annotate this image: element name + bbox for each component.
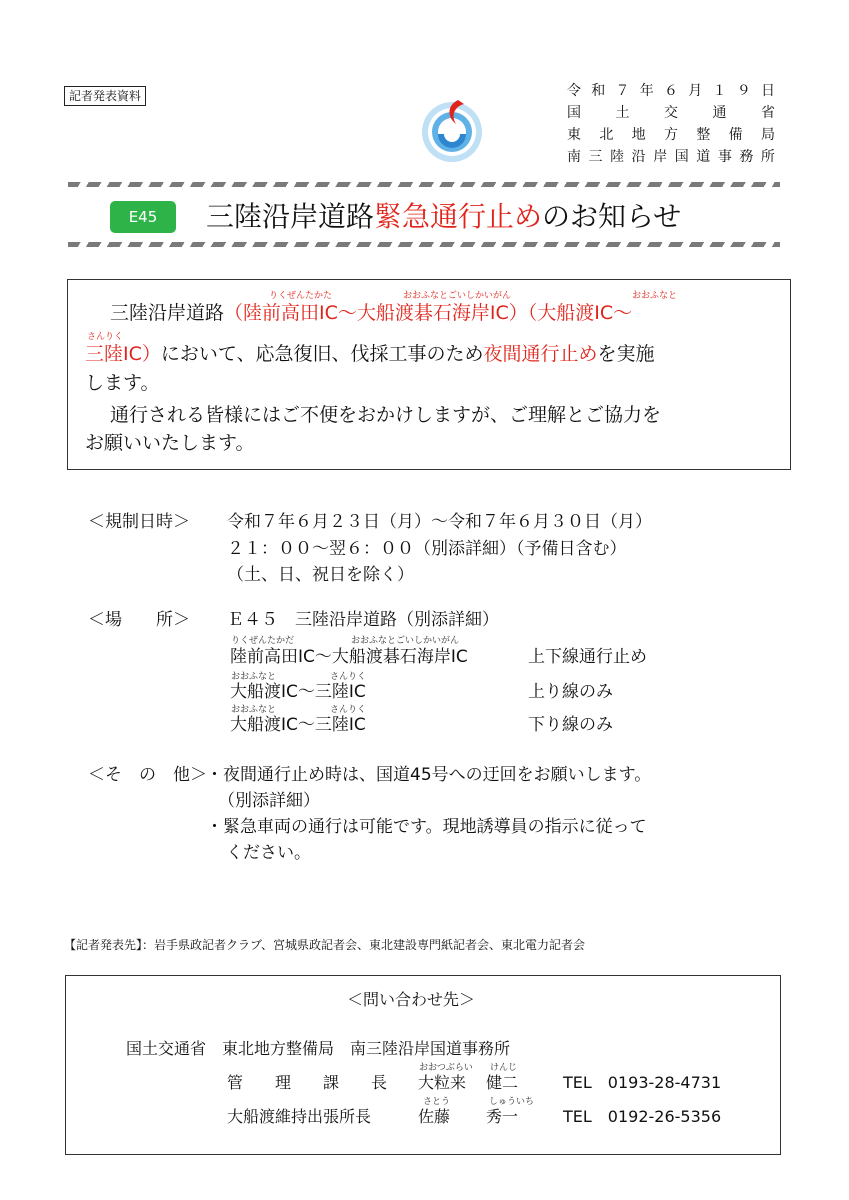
- other-label: ＜そ の 他＞: [88, 765, 207, 785]
- schedule-label: ＜規制日時＞: [88, 512, 190, 532]
- location-section-2: 大船渡IC～三陸IC: [230, 682, 366, 702]
- furigana: おおふなとごいしかいがん: [403, 291, 512, 301]
- notice-line-4: 通行される皆様にはご不便をおかけしますが、ご理解とご協力を: [110, 404, 662, 426]
- notice-line-5: お願いいたします。: [85, 432, 255, 454]
- schedule-line-1: 令和７年６月２３日（月）～令和７年６月３０日（月）: [227, 512, 652, 532]
- issuer-bureau: 東 北 地 方 整 備 局: [567, 127, 775, 143]
- notice-line-1: 三陸沿岸道路（陸前高田IC～大船渡碁石海岸IC）（大船渡IC～: [110, 302, 633, 324]
- furigana: おおつぶらい: [419, 1063, 473, 1073]
- other-bullet-2-cont: ください。: [226, 843, 311, 863]
- furigana: りくぜんたかた: [269, 291, 333, 301]
- mlit-logo-icon: [418, 96, 486, 164]
- furigana: りくぜんたかだ: [231, 636, 295, 646]
- contact-role-1: 管 理 課 長: [227, 1073, 388, 1092]
- divider-bottom: [68, 242, 780, 247]
- furigana: おおふなとごいしかいがん: [351, 636, 460, 646]
- other-bullet-1: ・夜間通行止め時は、国道45号への迂回をお願いします。: [206, 765, 652, 785]
- furigana: おおふなと: [632, 291, 678, 301]
- divider-top: [68, 182, 780, 187]
- furigana: さんりく: [330, 705, 367, 715]
- contact-name-1-first: 健二: [486, 1073, 519, 1092]
- contact-name-2-first: 秀一: [486, 1107, 519, 1126]
- location-section-3: 大船渡IC～三陸IC: [230, 715, 366, 735]
- notice-line-3: します。: [85, 372, 160, 394]
- furigana: さんりく: [87, 332, 124, 342]
- contact-tel-2: TEL 0192-26-5356: [563, 1107, 722, 1126]
- contact-role-2: 大船渡維持出張所長: [227, 1107, 372, 1126]
- issuer-ministry: 国 土 交 通 省: [567, 105, 775, 121]
- location-label: ＜場 所＞: [88, 610, 190, 630]
- contact-name-2-last: 佐藤: [418, 1107, 451, 1126]
- contact-org: 国土交通省 東北地方整備局 南三陸沿岸国道事務所: [126, 1039, 511, 1058]
- furigana: さとう: [423, 1097, 451, 1107]
- location-direction-1: 上下線通行止め: [528, 647, 647, 667]
- furigana: おおふなと: [231, 705, 277, 715]
- furigana: おおふなと: [231, 672, 277, 682]
- furigana: けんじ: [490, 1063, 518, 1073]
- location-direction-2: 上り線のみ: [528, 682, 613, 702]
- issuer-block: [567, 80, 775, 168]
- contact-name-1-last: 大粒来: [418, 1073, 467, 1092]
- location-direction-3: 下り線のみ: [528, 715, 613, 735]
- other-bullet-1-note: （別添詳細）: [218, 791, 320, 811]
- other-bullet-2: ・緊急車両の通行は可能です。現地誘導員の指示に従って: [206, 817, 647, 837]
- notice-line-2: 三陸IC）において、応急復旧、伐採工事のため夜間通行止めを実施: [85, 343, 655, 365]
- contact-tel-1: TEL 0193-28-4731: [563, 1073, 722, 1092]
- route-badge: E45: [110, 201, 176, 233]
- issue-date: 令 和 ７ 年 ６ 月 １ ９ 日: [567, 83, 775, 99]
- press-clubs: 【記者発表先】：岩手県政記者クラブ、宮城県政記者会、東北建設専門紙記者会、東北電力記者会: [64, 938, 586, 952]
- press-release-tag: 記者発表資料: [64, 86, 146, 106]
- location-section-1: 陸前高田IC～大船渡碁石海岸IC: [230, 647, 468, 667]
- schedule-line-3: （土、日、祝日を除く）: [227, 565, 414, 585]
- issuer-office: 南 三 陸 沿 岸 国 道 事 務 所: [567, 149, 775, 165]
- furigana: しゅういち: [489, 1097, 535, 1107]
- schedule-line-2: ２１：００～翌６：００（別添詳細）（予備日含む）: [227, 539, 627, 559]
- location-line-1: Ｅ４５ 三陸沿岸道路（別添詳細）: [227, 610, 499, 630]
- page-title: 三陸沿岸道路緊急通行止めのお知らせ: [206, 200, 682, 233]
- contact-heading: ＜問い合わせ先＞: [347, 990, 476, 1009]
- furigana: さんりく: [330, 672, 367, 682]
